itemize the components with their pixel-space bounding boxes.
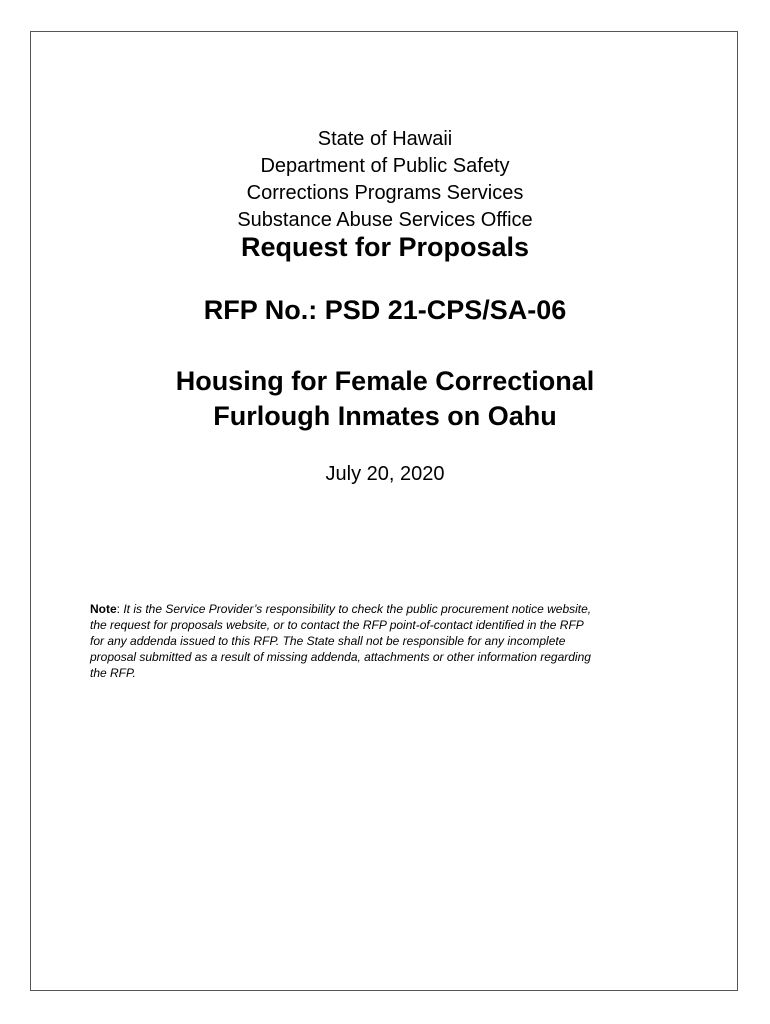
agency-division: Corrections Programs Services bbox=[246, 182, 524, 204]
agency-header bbox=[31, 126, 739, 234]
note-line-5: the RFP. bbox=[90, 666, 136, 680]
issue-date: July 20, 2020 bbox=[325, 463, 445, 485]
agency-office: Substance Abuse Services Office bbox=[237, 209, 533, 231]
document-page bbox=[30, 31, 738, 991]
rfp-number-heading: RFP No.: PSD 21-CPS/SA-06 bbox=[203, 295, 567, 325]
project-title-line-1: Housing for Female Correctional bbox=[175, 366, 595, 396]
document-type-heading: Request for Proposals bbox=[240, 232, 530, 262]
note-line-2: the request for proposals website, or to contact the RFP point-of-contact identified in the RFP bbox=[90, 618, 584, 632]
note-paragraph bbox=[90, 601, 690, 681]
note-text: It is the Service Provider’s responsibility to check the public procurement notice website, bbox=[123, 602, 592, 616]
agency-state: State of Hawaii bbox=[317, 128, 453, 150]
note-line-3: for any addenda issued to this RFP. The State shall not be responsible for any incomplete bbox=[90, 634, 566, 648]
note-label: Note bbox=[90, 602, 117, 616]
project-title-line-2: Furlough Inmates on Oahu bbox=[213, 401, 557, 431]
note-separator: : bbox=[116, 602, 124, 616]
note-line-4: proposal submitted as a result of missing addenda, attachments or other information regarding bbox=[90, 650, 591, 664]
agency-department: Department of Public Safety bbox=[260, 155, 510, 177]
note-line-1 bbox=[90, 601, 690, 617]
project-title bbox=[31, 364, 739, 434]
